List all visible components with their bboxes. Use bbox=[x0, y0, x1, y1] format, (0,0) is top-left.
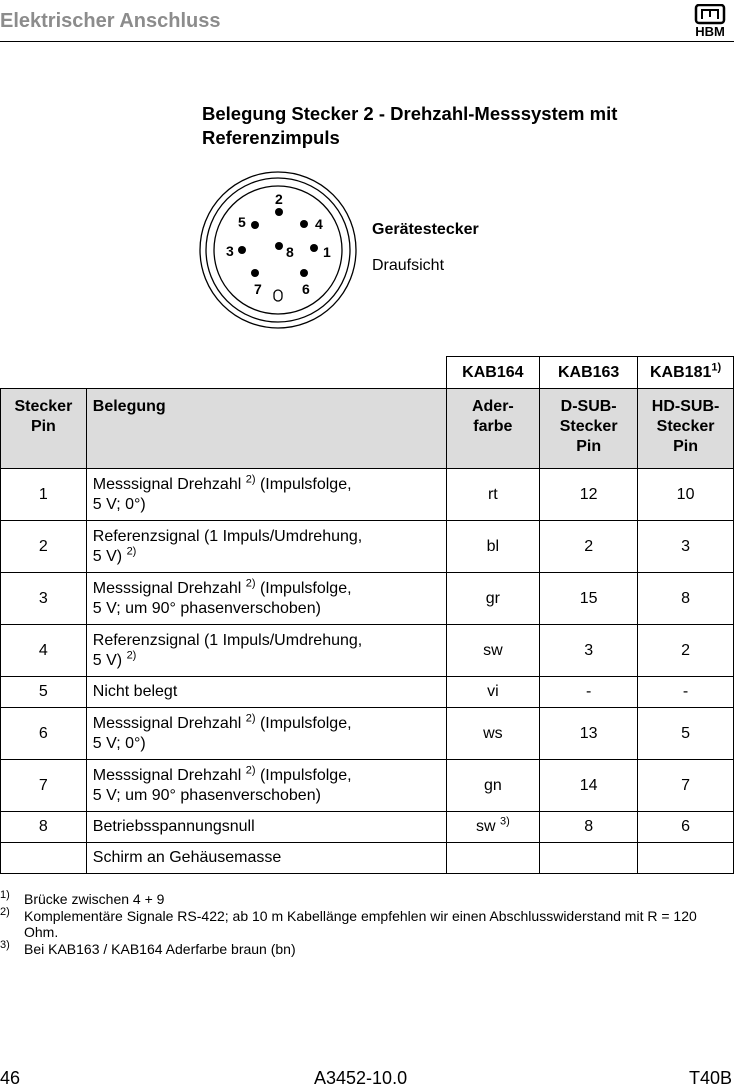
hdsub-pin-cell bbox=[638, 843, 734, 874]
assignment-cell: Betriebsspannungsnull bbox=[86, 812, 446, 843]
pin-5-label: 5 bbox=[238, 214, 246, 230]
cable-header-row bbox=[1, 357, 734, 389]
table-row bbox=[1, 677, 734, 708]
pin-3-dot bbox=[238, 246, 246, 254]
document-id: A3452-10.0 bbox=[314, 1068, 408, 1088]
footnote: 2) Komplementäre Signale RS-422; ab 10 m Kabellänge empfehlen wir einen Abschlusswiderstand mit R = 120 Ohm. bbox=[0, 905, 697, 940]
hdsub-pin-cell: 3 bbox=[638, 521, 734, 573]
column-header-row bbox=[1, 389, 734, 469]
wire-color-cell: rt bbox=[446, 469, 540, 521]
wire-color-cell: bl bbox=[446, 521, 540, 573]
dsub-pin-cell: 2 bbox=[540, 521, 638, 573]
svg-text:HBM: HBM bbox=[695, 24, 725, 38]
pin-5-dot bbox=[251, 221, 259, 229]
pin-4-dot bbox=[300, 220, 308, 228]
pin-cell: 5 bbox=[1, 677, 87, 708]
cable-header: KAB164 bbox=[446, 357, 540, 389]
footnotes bbox=[0, 891, 734, 957]
pin-cell bbox=[1, 843, 87, 874]
section-title: Belegung Stecker 2 - Drehzahl-Messsystem mit Referenzimpuls bbox=[202, 103, 618, 148]
dsub-pin-cell: 3 bbox=[540, 625, 638, 677]
wire-color-cell bbox=[446, 843, 540, 874]
pin-1-dot bbox=[310, 244, 318, 252]
wire-color-cell: vi bbox=[446, 677, 540, 708]
pin-8-dot bbox=[275, 242, 283, 250]
pin-1-label: 1 bbox=[323, 244, 331, 260]
wire-color-cell: gr bbox=[446, 573, 540, 625]
hdsub-pin-cell: 2 bbox=[638, 625, 734, 677]
table-row bbox=[1, 843, 734, 874]
pin-cell: 8 bbox=[1, 812, 87, 843]
table-row bbox=[1, 760, 734, 812]
table-row bbox=[1, 812, 734, 843]
footnote: 3) Bei KAB163 / KAB164 Aderfarbe braun (bn) bbox=[0, 938, 296, 957]
table-row bbox=[1, 625, 734, 677]
dsub-pin-cell: 8 bbox=[540, 812, 638, 843]
hdsub-pin-cell: 7 bbox=[638, 760, 734, 812]
table-row bbox=[1, 573, 734, 625]
pin-cell: 2 bbox=[1, 521, 87, 573]
pin-2-label: 2 bbox=[275, 191, 283, 207]
hdsub-pin-cell: 8 bbox=[638, 573, 734, 625]
assignment-cell: Messsignal Drehzahl $^{2)}$ (Impulsfolge, 5 V; 0°) bbox=[86, 708, 446, 760]
column-header-hdsub: HD-SUB- Stecker Pin bbox=[638, 389, 734, 469]
wire-color-cell: ws bbox=[446, 708, 540, 760]
hdsub-pin-cell: 5 bbox=[638, 708, 734, 760]
connector-label: Gerätestecker bbox=[372, 221, 479, 238]
dsub-pin-cell bbox=[540, 843, 638, 874]
pin-7-label: 7 bbox=[254, 281, 262, 297]
assignment-cell: Messsignal Drehzahl $^{2)}$ (Impulsfolge, 5 V; 0°) bbox=[86, 469, 446, 521]
column-header-belegung: Belegung bbox=[86, 389, 446, 469]
cable-header: KAB181$^{1)}$ bbox=[638, 357, 734, 389]
hbm-logo bbox=[688, 4, 732, 38]
assignment-cell: Messsignal Drehzahl $^{2)}$ (Impulsfolge, 5 V; um 90° phasenverschoben) bbox=[86, 573, 446, 625]
cable-header: KAB163 bbox=[540, 357, 638, 389]
pin-cell: 3 bbox=[1, 573, 87, 625]
dsub-pin-cell: - bbox=[540, 677, 638, 708]
column-header-aderfarbe: Ader- farbe bbox=[446, 389, 540, 469]
pin-7-dot bbox=[251, 269, 259, 277]
dsub-pin-cell: 15 bbox=[540, 573, 638, 625]
pin-cell: 7 bbox=[1, 760, 87, 812]
connector-view-label: Draufsicht bbox=[372, 257, 445, 274]
column-header-dsub: D-SUB- Stecker Pin bbox=[540, 389, 638, 469]
assignment-cell: Schirm an Gehäusemasse bbox=[86, 843, 446, 874]
assignment-cell: Nicht belegt bbox=[86, 677, 446, 708]
wire-color-cell: sw $^{3)}$ bbox=[446, 812, 540, 843]
pin-cell: 4 bbox=[1, 625, 87, 677]
assignment-cell: Messsignal Drehzahl $^{2)}$ (Impulsfolge, 5 V; um 90° phasenverschoben) bbox=[86, 760, 446, 812]
hdsub-pin-cell: 10 bbox=[638, 469, 734, 521]
pin-3-label: 3 bbox=[226, 243, 234, 259]
connector-diagram bbox=[198, 170, 358, 330]
pin-6-label: 6 bbox=[302, 281, 310, 297]
pin-2-dot bbox=[275, 208, 283, 216]
pin-4-label: 4 bbox=[315, 216, 323, 232]
hdsub-pin-cell: 6 bbox=[638, 812, 734, 843]
hdsub-pin-cell: - bbox=[638, 677, 734, 708]
header-title: Elektrischer Anschluss bbox=[0, 10, 221, 32]
dsub-pin-cell: 13 bbox=[540, 708, 638, 760]
assignment-cell: Referenzsignal (1 Impuls/Umdrehung, 5 V) $^{2)}$ bbox=[86, 625, 446, 677]
product-name: T40B bbox=[688, 1068, 732, 1088]
table-row bbox=[1, 708, 734, 760]
page-number: 46 bbox=[0, 1068, 21, 1088]
pin-cell: 1 bbox=[1, 469, 87, 521]
pin-6-dot bbox=[300, 269, 308, 277]
pin-8-label: 8 bbox=[286, 244, 294, 260]
wire-color-cell: sw bbox=[446, 625, 540, 677]
table-row bbox=[1, 469, 734, 521]
dsub-pin-cell: 12 bbox=[540, 469, 638, 521]
footnote: 1) Brücke zwischen 4 + 9 bbox=[0, 889, 165, 907]
column-header-pin: Stecker Pin bbox=[1, 389, 87, 469]
table-row bbox=[1, 521, 734, 573]
pin-assignment-table bbox=[0, 356, 734, 874]
pin-cell: 6 bbox=[1, 708, 87, 760]
assignment-cell: Referenzsignal (1 Impuls/Umdrehung, 5 V) $^{2)}$ bbox=[86, 521, 446, 573]
dsub-pin-cell: 14 bbox=[540, 760, 638, 812]
wire-color-cell: gn bbox=[446, 760, 540, 812]
header-rule bbox=[0, 41, 734, 42]
